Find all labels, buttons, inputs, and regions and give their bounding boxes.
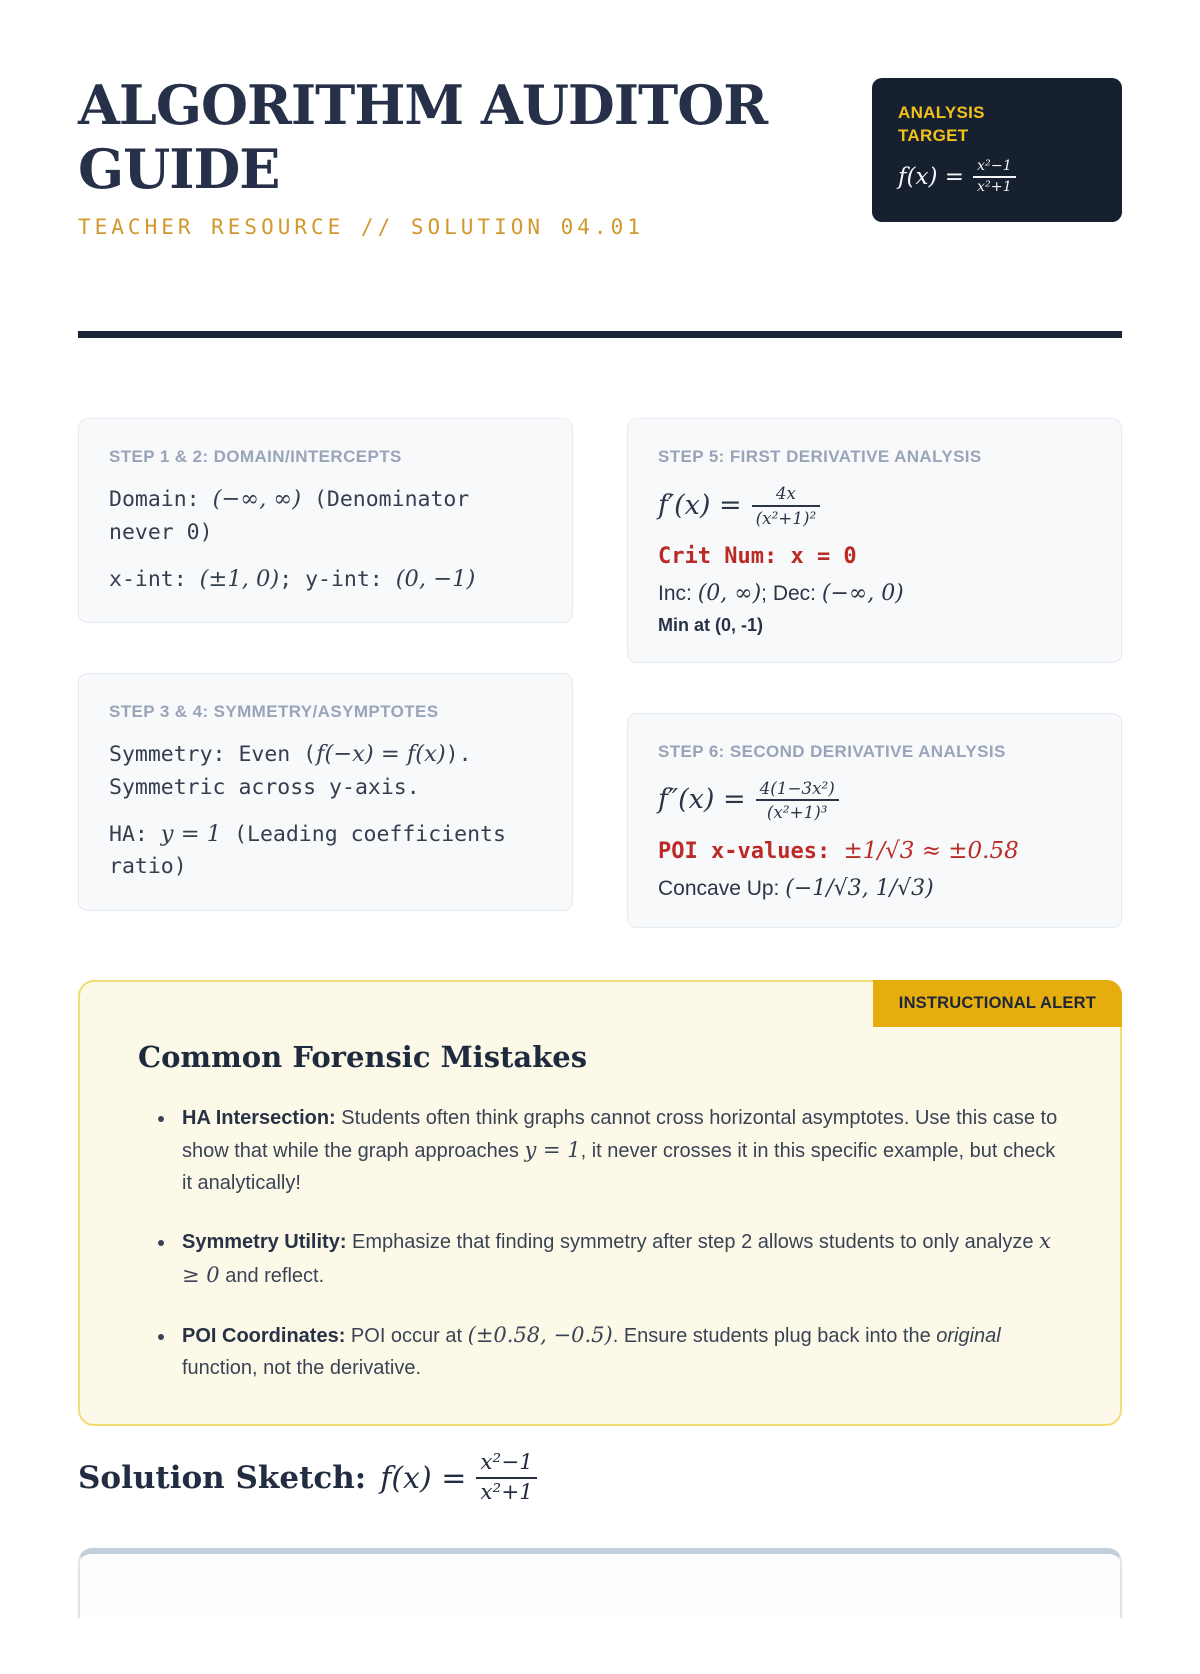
list-item (176, 1225, 1062, 1292)
list-item (176, 1319, 1062, 1385)
inc-math: (0, ∞) (697, 580, 762, 606)
card-second-derivative (627, 713, 1122, 928)
header (78, 74, 1122, 239)
yint-math: (0, −1) (395, 565, 476, 592)
minimum-line: Min at (0, -1) (658, 614, 764, 635)
formula-lhs: f(x) = (380, 1460, 467, 1496)
bullet-lead: Symmetry Utility: (182, 1231, 347, 1254)
concave-line (658, 876, 1091, 901)
fraction-denominator: (x²+1)³ (766, 801, 828, 822)
formula-lhs: f(x) = (898, 163, 965, 190)
first-derivative-formula (658, 483, 1091, 527)
domain-line (109, 483, 542, 549)
instructional-alert-badge: INSTRUCTIONAL ALERT (873, 980, 1122, 1027)
fraction (973, 158, 1016, 196)
alert-bullet-list (154, 1102, 1062, 1384)
intercepts-line (109, 563, 542, 597)
poi-math: ±1/√3 ≈ ±0.58 (843, 837, 1019, 864)
inc-dec-line (658, 581, 1091, 606)
steps-grid (78, 418, 1122, 927)
fraction-numerator: x²−1 (476, 1450, 537, 1479)
ha-math: y = 1 (160, 820, 222, 847)
ha-line (109, 818, 542, 884)
analysis-target-badge (872, 78, 1122, 222)
analysis-target-formula (898, 158, 1096, 196)
bullet-text: Students often think graphs cannot cross horizontal asymptotes. Use this case to show that while the graph approaches (182, 1106, 1058, 1162)
dec-math: (−∞, 0) (821, 580, 904, 606)
steps-left-column (78, 418, 573, 910)
inc-label: Inc: (658, 581, 698, 605)
card-header: STEP 5: FIRST DERIVATIVE ANALYSIS (658, 447, 982, 467)
bullet-lead: HA Intersection: (182, 1106, 336, 1129)
bullet-text: POI occur at (345, 1324, 468, 1347)
concave-label: Concave Up: (658, 876, 786, 900)
bullet-text: Emphasize that finding symmetry after step 2 allows students to only analyze (346, 1231, 1040, 1254)
bullet-text: . Ensure students plug back into the (612, 1324, 937, 1347)
instructional-alert-box (78, 980, 1122, 1426)
poi-label: POI x-values: (658, 838, 844, 864)
card-first-derivative (627, 418, 1122, 662)
dec-label: ; Dec: (761, 581, 822, 605)
critical-numbers: Crit Num: x = 0 (658, 543, 857, 569)
page-title: ALGORITHM AUDITOR GUIDE (78, 73, 768, 201)
fraction-numerator: x²−1 (973, 158, 1016, 178)
fraction (752, 483, 821, 527)
fraction-numerator: 4x (752, 483, 821, 506)
card-header: STEP 1 & 2: DOMAIN/INTERCEPTS (109, 447, 402, 467)
alert-heading: Common Forensic Mistakes (138, 1039, 588, 1074)
page (0, 74, 1200, 1618)
card-header: STEP 6: SECOND DERIVATIVE ANALYSIS (658, 741, 1006, 761)
bullet-lead: POI Coordinates: (182, 1324, 346, 1347)
second-derivative-formula (658, 778, 1091, 822)
sketch-formula (380, 1450, 537, 1506)
ha-tail: (Leading coefficients ratio) (109, 821, 506, 880)
formula-lhs: f′(x) = (658, 490, 742, 522)
xint-label: x-int: (109, 566, 200, 592)
fraction-denominator: x²+1 (977, 178, 1012, 195)
title-block (78, 74, 808, 239)
poi-line (658, 838, 1091, 864)
fraction (476, 1450, 537, 1506)
formula-lhs: f″(x) = (658, 784, 746, 816)
header-divider (78, 331, 1122, 338)
bullet-math: x ≥ 0 (182, 1229, 1051, 1287)
page-subtitle: TEACHER RESOURCE // SOLUTION 04.01 (78, 215, 644, 240)
fraction-denominator: x²+1 (480, 1480, 534, 1506)
bullet-text: , it never crosses it in this specific example, but check it analytically! (182, 1139, 1056, 1195)
xint-math: (±1, 0) (199, 565, 280, 592)
sketch-label: Solution Sketch: (78, 1460, 367, 1497)
symmetry-math: f(−x) = f(x) (316, 741, 446, 768)
fraction (756, 778, 839, 822)
bullet-math: y = 1 (524, 1137, 581, 1162)
fraction-numerator: 4(1−3x²) (756, 778, 839, 801)
symmetry-line (109, 738, 542, 804)
card-header: STEP 3 & 4: SYMMETRY/ASYMPTOTES (109, 702, 439, 722)
fraction-denominator: (x²+1)² (755, 507, 817, 528)
bullet-emphasis: original (936, 1324, 1001, 1347)
solution-sketch-heading (78, 1450, 1122, 1506)
domain-note: (Denominator never 0) (109, 487, 470, 546)
bullet-text: and reflect. (219, 1264, 325, 1287)
domain-label: Domain: (109, 487, 213, 513)
analysis-target-label: ANALYSIS TARGET (898, 103, 985, 145)
domain-math: (−∞, ∞) (212, 486, 302, 513)
next-section-card-partial (78, 1548, 1122, 1618)
bullet-math: (±0.58, −0.5) (467, 1322, 613, 1347)
bullet-text: function, not the derivative. (182, 1357, 422, 1380)
int-separator: ; y-int: (279, 566, 396, 592)
card-domain-intercepts (78, 418, 573, 623)
list-item (176, 1102, 1062, 1200)
card-symmetry-asymptotes (78, 673, 573, 910)
steps-right-column (627, 418, 1122, 927)
symmetry-tail: ). Symmetric across y-axis. (109, 742, 472, 801)
symmetry-label: Symmetry: Even ( (109, 742, 317, 768)
ha-label: HA: (109, 821, 161, 847)
concave-math: (−1/√3, 1/√3) (785, 875, 934, 901)
